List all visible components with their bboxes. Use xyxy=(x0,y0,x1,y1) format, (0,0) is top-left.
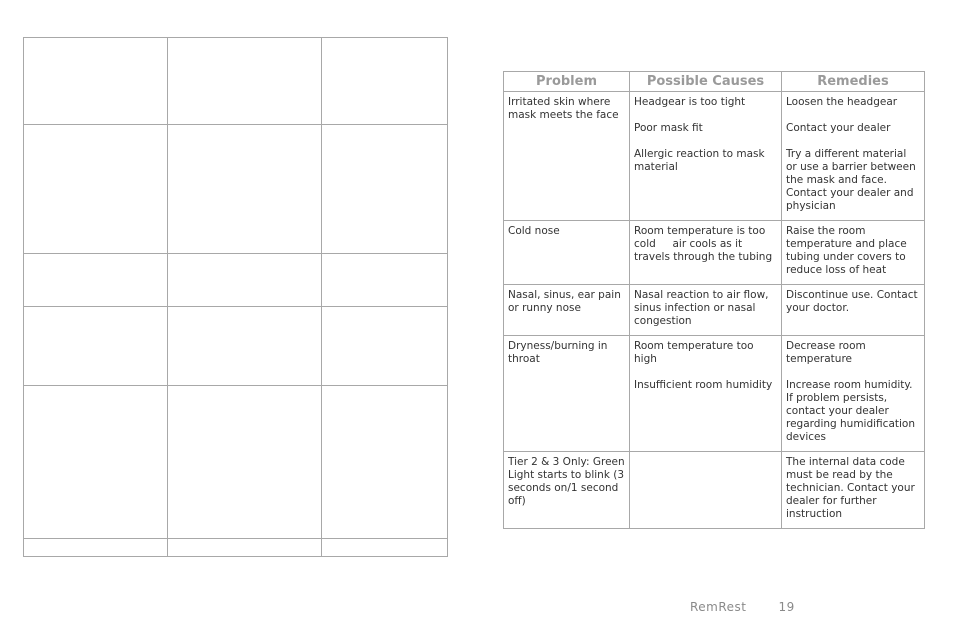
problem-text: Cold nose xyxy=(508,225,560,237)
header-possible-causes: Possible Causes xyxy=(630,72,782,92)
remedies-cell xyxy=(782,221,925,285)
remedy-text: Increase room humidity. If problem persists, contact your dealer regarding humidification devices xyxy=(786,379,915,443)
empty-table-grid xyxy=(23,37,448,557)
cause-text: Poor mask fit xyxy=(634,122,703,134)
table-row xyxy=(504,336,925,452)
cause-text: Allergic reaction to mask material xyxy=(634,148,765,173)
problem-text: Dryness/burning in throat xyxy=(508,340,608,365)
page-number: 19 xyxy=(778,600,795,614)
remedy-text: Decrease room temperature xyxy=(786,340,866,365)
grid-row-divider xyxy=(24,538,447,539)
remedy-text: Contact your dealer xyxy=(786,122,891,134)
remedies-cell xyxy=(782,336,925,452)
causes-cell xyxy=(630,221,782,285)
remedies-cell xyxy=(782,285,925,336)
table-row xyxy=(504,221,925,285)
grid-row-divider xyxy=(24,253,447,254)
troubleshooting-table xyxy=(503,71,925,529)
problem-cell xyxy=(504,221,630,285)
cause-text: Headgear is too tight xyxy=(634,96,746,108)
grid-column-divider xyxy=(321,38,322,556)
page-footer xyxy=(690,600,795,614)
causes-cell xyxy=(630,452,782,529)
header-problem: Problem xyxy=(504,72,630,92)
remedy-text: Try a different material or use a barrier between the mask and face. Contact your dealer and physician xyxy=(786,148,916,212)
table-header-row xyxy=(504,72,925,92)
remedy-text: The internal data code must be read by the technician. Contact your dealer for further instruction xyxy=(786,456,915,520)
cause-text: Insufficient room humidity xyxy=(634,379,773,391)
problem-cell xyxy=(504,336,630,452)
problem-cell xyxy=(504,452,630,529)
cause-text: Nasal reaction to air flow, sinus infection or nasal congestion xyxy=(634,289,769,327)
cause-text: Room temperature is too cold air cools as it travels through the tubing xyxy=(634,225,773,263)
table-row xyxy=(504,285,925,336)
header-remedies: Remedies xyxy=(782,72,925,92)
brand-name: RemRest xyxy=(690,600,747,614)
causes-cell xyxy=(630,336,782,452)
causes-cell xyxy=(630,285,782,336)
cause-text: Room temperature too high xyxy=(634,340,754,365)
problem-text: Nasal, sinus, ear pain or runny nose xyxy=(508,289,621,314)
problem-text: Tier 2 & 3 Only: Green Light starts to blink (3 seconds on/1 second off) xyxy=(508,456,625,507)
remedies-cell xyxy=(782,452,925,529)
remedies-cell xyxy=(782,92,925,221)
remedy-text: Loosen the headgear xyxy=(786,96,898,108)
remedy-text: Discontinue use. Contact your doctor. xyxy=(786,289,918,314)
causes-cell xyxy=(630,92,782,221)
grid-row-divider xyxy=(24,306,447,307)
grid-row-divider xyxy=(24,124,447,125)
problem-cell xyxy=(504,92,630,221)
grid-column-divider xyxy=(167,38,168,556)
problem-cell xyxy=(504,285,630,336)
problem-text: Irritated skin where mask meets the face xyxy=(508,96,619,121)
remedy-text: Raise the room temperature and place tubing under covers to reduce loss of heat xyxy=(786,225,907,276)
table-row xyxy=(504,92,925,221)
table-row xyxy=(504,452,925,529)
grid-row-divider xyxy=(24,385,447,386)
